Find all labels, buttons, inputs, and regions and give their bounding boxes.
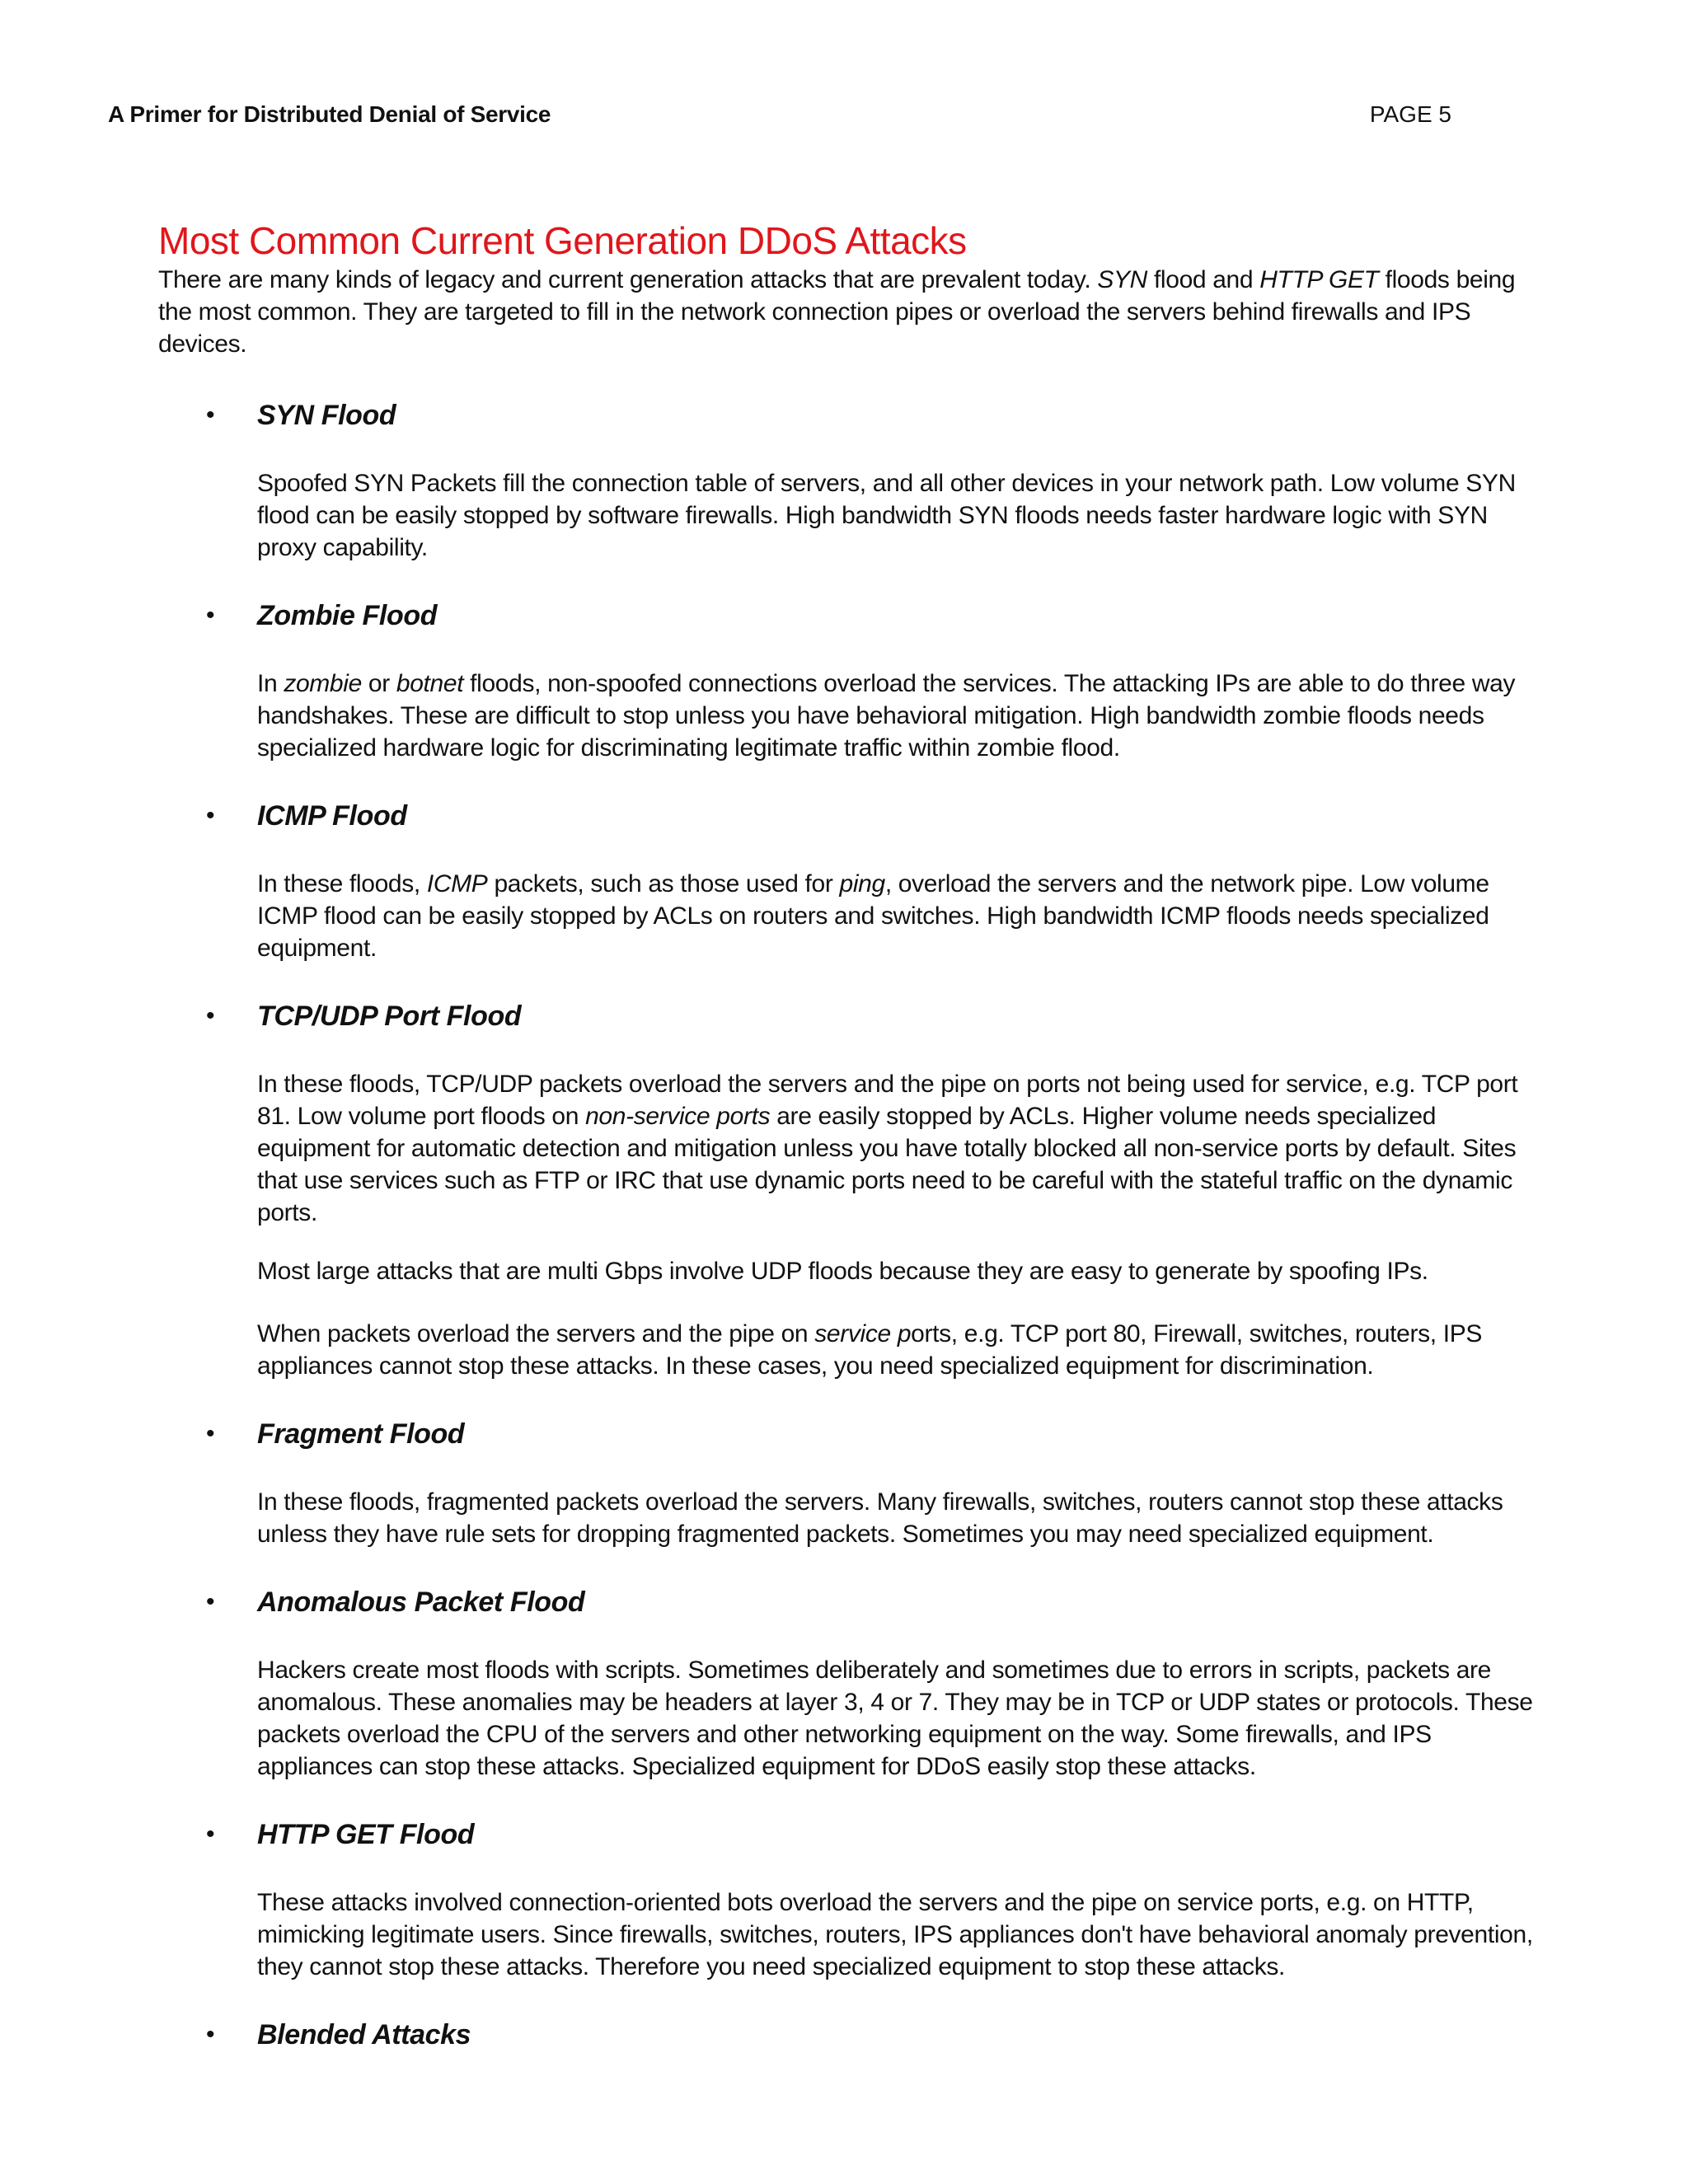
text-run: packets, such as those used for <box>487 870 840 898</box>
text-run: In these floods, TCP/UDP packets overload the servers and the pipe on ports not being used for service, e.g. TCP port 81. Low volume port floods on <box>257 1071 1518 1130</box>
emphasis-botnet: botnet <box>396 670 464 697</box>
text-run: When packets overload the servers and the pipe on <box>257 1320 815 1347</box>
intro-paragraph <box>158 264 1535 360</box>
emphasis-icmp: ICMP <box>426 870 488 898</box>
text-run: or <box>361 670 396 697</box>
item-title-http-get-flood: HTTP GET Flood <box>257 1819 475 1850</box>
item-title-fragment-flood: Fragment Flood <box>257 1418 465 1450</box>
list-item-fragment-flood <box>158 1413 1535 1550</box>
attack-list <box>158 395 1535 2055</box>
intro-text-1: There are many kinds of legacy and current generation attacks that are prevalent today. <box>158 266 1098 293</box>
list-item-blended-attacks <box>158 2014 1535 2055</box>
item-description <box>257 868 1535 964</box>
text-run: orts, e.g. TCP port 80, Firewall, switches, routers, IPS appliances cannot stop these attacks. In these cases, you need specialized equipment for discrimination. <box>257 1320 1483 1380</box>
item-description: Spoofed SYN Packets fill the connection table of servers, and all other devices in your network path. Low volume SYN flood can be easily stopped by software firewalls. High bandwidth SYN floods needs faster hardware logic with SYN proxy capability. <box>257 470 1516 561</box>
bullet-icon: • <box>206 1821 215 1848</box>
item-description <box>257 1318 1535 1382</box>
intro-emphasis-http-get: HTTP GET <box>1259 266 1379 293</box>
text-run: In these floods, <box>257 870 427 898</box>
item-title-blended-attacks: Blended Attacks <box>257 2019 471 2050</box>
item-description: Most large attacks that are multi Gbps involve UDP floods because they are easy to generate by spoofing IPs. <box>257 1258 1428 1285</box>
intro-emphasis-syn: SYN <box>1097 266 1147 293</box>
emphasis-service-ports: service p <box>814 1320 912 1347</box>
list-item-tcp-udp-port-flood <box>158 996 1535 1382</box>
bullet-icon: • <box>206 802 215 829</box>
intro-text-2: flood and <box>1146 266 1260 293</box>
item-description: In these floods, fragmented packets overload the servers. Many firewalls, switches, routers cannot stop these attacks unless they have rule sets for dropping fragmented packets. Sometimes you may need specialized equipment. <box>257 1488 1503 1548</box>
page-content <box>158 218 1535 2055</box>
page-number: PAGE 5 <box>1369 101 1451 127</box>
item-title-icmp-flood: ICMP Flood <box>257 800 407 832</box>
item-title-tcp-udp-port-flood: TCP/UDP Port Flood <box>257 1001 522 1032</box>
item-title-syn-flood: SYN Flood <box>257 400 396 431</box>
item-description: These attacks involved connection-oriented bots overload the servers and the pipe on service ports, e.g. on HTTP, mimicking legitimate users. Since firewalls, switches, routers, IPS appliances don't have behavioral anomaly prevention, they cannot stop these attacks. Therefore you need specialized equipment to stop these attacks. <box>257 1889 1533 1980</box>
emphasis-zombie: zombie <box>284 670 362 697</box>
text-run: , overload the servers and the network pipe. Low volume ICMP flood can be easily stopped by ACLs on routers and switches. High bandwidth ICMP floods needs specialized equipment. <box>257 870 1489 962</box>
text-run: In <box>257 670 284 697</box>
text-run: are easily stopped by ACLs. Higher volume needs specialized equipment for automatic detection and mitigation unless you have totally blocked all non-service ports by default. Sites that use services such as FTP or IRC that use dynamic ports need to be careful with the stateful traffic on the dynamic ports. <box>257 1103 1517 1226</box>
item-title-zombie-flood: Zombie Flood <box>257 600 438 631</box>
item-description <box>257 1068 1535 1229</box>
emphasis-non-service-ports: non-service ports <box>585 1103 771 1130</box>
bullet-icon: • <box>206 1002 215 1029</box>
emphasis-ping: ping <box>839 870 885 898</box>
bullet-icon: • <box>206 401 215 429</box>
list-item-syn-flood <box>158 395 1535 564</box>
intro-text-3: floods being the most common. They are targeted to fill in the network connection pipes or overload the servers behind firewalls and IPS devices. <box>158 266 1516 358</box>
list-item-zombie-flood <box>158 595 1535 764</box>
page-header <box>108 98 1451 131</box>
section-heading: Most Common Current Generation DDoS Attacks <box>158 219 967 262</box>
item-title-anomalous-packet-flood: Anomalous Packet Flood <box>257 1586 585 1618</box>
document-title: A Primer for Distributed Denial of Service <box>108 101 551 127</box>
item-description <box>257 668 1535 764</box>
text-run: floods, non-spoofed connections overload the services. The attacking IPs are able to do three way handshakes. These are difficult to stop unless you have behavioral mitigation. High bandwidth zombie floods needs specialized hardware logic for discriminating legitimate traffic within zombie flood. <box>257 670 1516 762</box>
bullet-icon: • <box>206 1420 215 1447</box>
item-description: Hackers create most floods with scripts. Sometimes deliberately and sometimes due to errors in scripts, packets are anomalous. These anomalies may be headers at layer 3, 4 or 7. They may be in TCP or UDP states or protocols. These packets overload the CPU of the servers and other networking equipment on the way. Some firewalls, and IPS appliances can stop these attacks. Specialized equipment for DDoS easily stop these attacks. <box>257 1657 1533 1780</box>
bullet-icon: • <box>206 1588 215 1615</box>
bullet-icon: • <box>206 2021 215 2048</box>
list-item-anomalous-packet-flood <box>158 1582 1535 1783</box>
list-item-http-get-flood <box>158 1814 1535 1983</box>
list-item-icmp-flood <box>158 795 1535 964</box>
bullet-icon: • <box>206 602 215 629</box>
